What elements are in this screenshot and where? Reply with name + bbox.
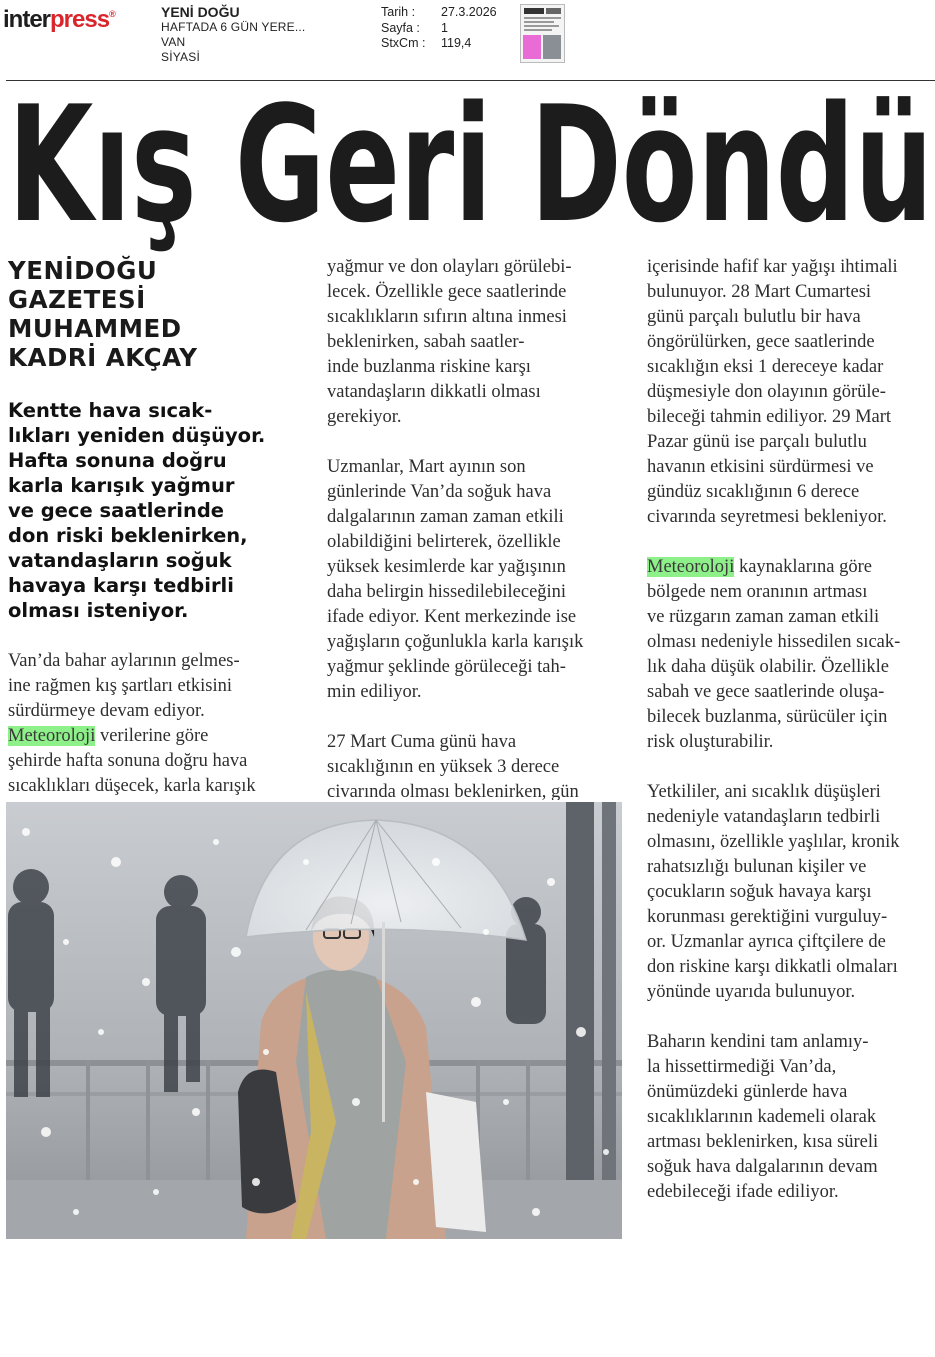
- body-line: olmasını, özellikle yaşlılar, kronik: [647, 832, 900, 852]
- logo-part-2: press: [50, 6, 110, 33]
- body-line: Baharın kendini tam anlamıy-: [647, 1032, 869, 1052]
- byline-line: KADRİ AKÇAY: [8, 343, 198, 372]
- body-line: edebileceği ifade ediliyor.: [647, 1182, 839, 1202]
- body-line: dalgalarının zaman zaman etkili: [327, 507, 564, 527]
- lead-line: ve gece saatlerinde: [8, 499, 225, 522]
- lead-line: vatandaşların soğuk: [8, 549, 232, 572]
- body-line: günlerinde Van’da soğuk hava: [327, 482, 552, 502]
- body-line: olması nedeniyle hissedilen sıcak-: [647, 632, 901, 652]
- byline-line: GAZETESİ: [8, 285, 146, 314]
- body-line: sabah ve gece saatlerinde oluşa-: [647, 682, 885, 702]
- lead-line: Hafta sonuna doğru: [8, 449, 227, 472]
- body-line: öngörülürken, gece saatlerinde: [647, 332, 875, 352]
- body-line: bulunuyor. 28 Mart Cumartesi: [647, 282, 872, 302]
- body-line: gerekiyor.: [327, 407, 402, 427]
- body-line: civarında olması beklenirken, gün: [327, 782, 579, 800]
- body-line: lık daha düşük olabilir. Özellikle: [647, 657, 889, 677]
- lead-line: don riski beklenirken,: [8, 524, 248, 547]
- body-line-with-highlight: [647, 555, 935, 580]
- meta-label: StxCm :: [381, 36, 426, 50]
- body-text: verilerine göre: [95, 726, 209, 746]
- publication-category: SİYASİ: [161, 50, 200, 64]
- body-line: şehirde hafta sonuna doğru hava: [8, 751, 248, 771]
- meta-value: 119,4: [441, 36, 472, 50]
- body-line: daha belirgin hissedilebileceğini: [327, 582, 567, 602]
- lead-line: karla karışık yağmur: [8, 474, 235, 497]
- meta-row-page: [381, 21, 497, 37]
- body-line: sürdürmeye devam ediyor.: [8, 701, 205, 721]
- lead-line: havaya karşı tedbirli: [8, 574, 234, 597]
- body-line: içerisinde hafif kar yağışı ihtimali: [647, 257, 898, 277]
- page-thumbnail[interactable]: [520, 4, 565, 63]
- body-line: rahatsızlığı bulunan kişiler ve: [647, 857, 867, 877]
- body-line: çocukların soğuk havaya karşı: [647, 882, 872, 902]
- body-line: yağışların çoğunlukla karla karışık: [327, 632, 584, 652]
- body-line: inde buzlanma riskine karşı: [327, 357, 531, 377]
- lead-line: olması isteniyor.: [8, 599, 189, 622]
- lead-line: lıkları yeniden düşüyor.: [8, 424, 266, 447]
- body-line: bileceği tahmin ediliyor. 29 Mart: [647, 407, 892, 427]
- body-line: civarında seyretmesi bekleniyor.: [647, 507, 887, 527]
- publication-city: VAN: [161, 35, 186, 49]
- article-photo: [6, 802, 622, 1239]
- body-line: bölgede nem oranının artması: [647, 582, 868, 602]
- publication-frequency: HAFTADA 6 GÜN YERE...: [161, 20, 306, 34]
- body-line: yağmur ve don olayları görülebi-: [327, 257, 572, 277]
- body-line: önümüzdeki günlerde hava: [647, 1082, 848, 1102]
- body-line: Van’da bahar aylarının gelmes-: [8, 651, 240, 671]
- meta-label: Tarih :: [381, 5, 416, 19]
- body-line: min ediliyor.: [327, 682, 422, 702]
- meta-row-date: [381, 5, 497, 21]
- logo-registered-mark: ®: [109, 9, 115, 19]
- body-line: yönünde uyarıda bulunuyor.: [647, 982, 856, 1002]
- byline-line: YENİDOĞU: [8, 256, 158, 285]
- logo-part-1: inter: [3, 6, 51, 33]
- body-line: sıcaklığın eksi 1 dereceye kadar: [647, 357, 884, 377]
- byline-line: MUHAMMED: [8, 314, 182, 343]
- article-column-1: [8, 649, 313, 799]
- body-line: don riskine karşı dikkatli olmaları: [647, 957, 898, 977]
- body-line: lecek. Özellikle gece saatlerinde: [327, 282, 567, 302]
- body-line: soğuk hava dalgalarının devam: [647, 1157, 878, 1177]
- body-line: 27 Mart Cuma günü hava: [327, 732, 517, 752]
- body-line: gündüz sıcaklığının 6 derece: [647, 482, 860, 502]
- body-line: beklenirken, sabah saatler-: [327, 332, 525, 352]
- keyword-highlight: Meteoroloji: [8, 726, 96, 746]
- interpress-logo: [3, 6, 115, 34]
- keyword-highlight: Meteoroloji: [647, 557, 735, 577]
- body-line: sıcaklıkların sıfırın altına inmesi: [327, 307, 567, 327]
- publication-info: [161, 5, 305, 65]
- article-column-2: [327, 255, 627, 800]
- headline-text: Kış Geri Döndü: [8, 71, 933, 253]
- body-line: günü parçalı bulutlu bir hava: [647, 307, 861, 327]
- body-line: Pazar günü ise parçalı bulutlu: [647, 432, 867, 452]
- lead-line: Kentte hava sıcak-: [8, 399, 213, 422]
- body-line: olabildiğini belirterek, özellikle: [327, 532, 561, 552]
- body-line: vatandaşların dikkatli olması: [327, 382, 541, 402]
- body-line: ifade ediyor. Kent merkezinde ise: [327, 607, 577, 627]
- article-headline: [0, 58, 935, 253]
- body-line: or. Uzmanlar ayrıca çiftçilere de: [647, 932, 886, 952]
- body-line: havanın etkisini sürdürmesi ve: [647, 457, 874, 477]
- body-line: yüksek kesimlerde kar yağışının: [327, 557, 566, 577]
- article-byline: [8, 256, 308, 372]
- body-line: nedeniyle vatandaşların tedbirli: [647, 807, 881, 827]
- body-line: ine rağmen kış şartları etkisini: [8, 676, 232, 696]
- body-line: bilecek buzlanma, sürücüler için: [647, 707, 888, 727]
- clip-metadata: [381, 5, 497, 52]
- article-lead: [8, 398, 308, 623]
- body-line: sıcaklığının en yüksek 3 derece: [327, 757, 560, 777]
- body-line: artması beklenirken, kısa süreli: [647, 1132, 879, 1152]
- body-line: sıcaklıklarının kademeli olarak: [647, 1107, 877, 1127]
- body-line: yağmur şeklinde görüleceği tah-: [327, 657, 566, 677]
- body-text: kaynaklarına göre: [734, 557, 873, 577]
- publication-name: YENİ DOĞU: [161, 4, 240, 20]
- body-line: risk oluşturabilir.: [647, 732, 774, 752]
- body-line: korunması gerektiğini vurguluy-: [647, 907, 888, 927]
- body-line: Yetkililer, ani sıcaklık düşüşleri: [647, 782, 881, 802]
- meta-row-stxcm: [381, 36, 497, 52]
- body-line: sıcaklıkları düşecek, karla karışık: [8, 776, 256, 796]
- body-line: Uzmanlar, Mart ayının son: [327, 457, 526, 477]
- meta-label: Sayfa :: [381, 20, 420, 35]
- body-line-with-highlight: [8, 724, 313, 749]
- meta-value: 1: [441, 20, 448, 35]
- body-line: la hissettirmediği Van’da,: [647, 1057, 837, 1077]
- body-line: düşmesiyle don olayının görüle-: [647, 382, 886, 402]
- body-line: ve rüzgarın zaman zaman etkili: [647, 607, 880, 627]
- meta-value: 27.3.2026: [441, 5, 497, 19]
- article-column-3: [647, 255, 935, 1205]
